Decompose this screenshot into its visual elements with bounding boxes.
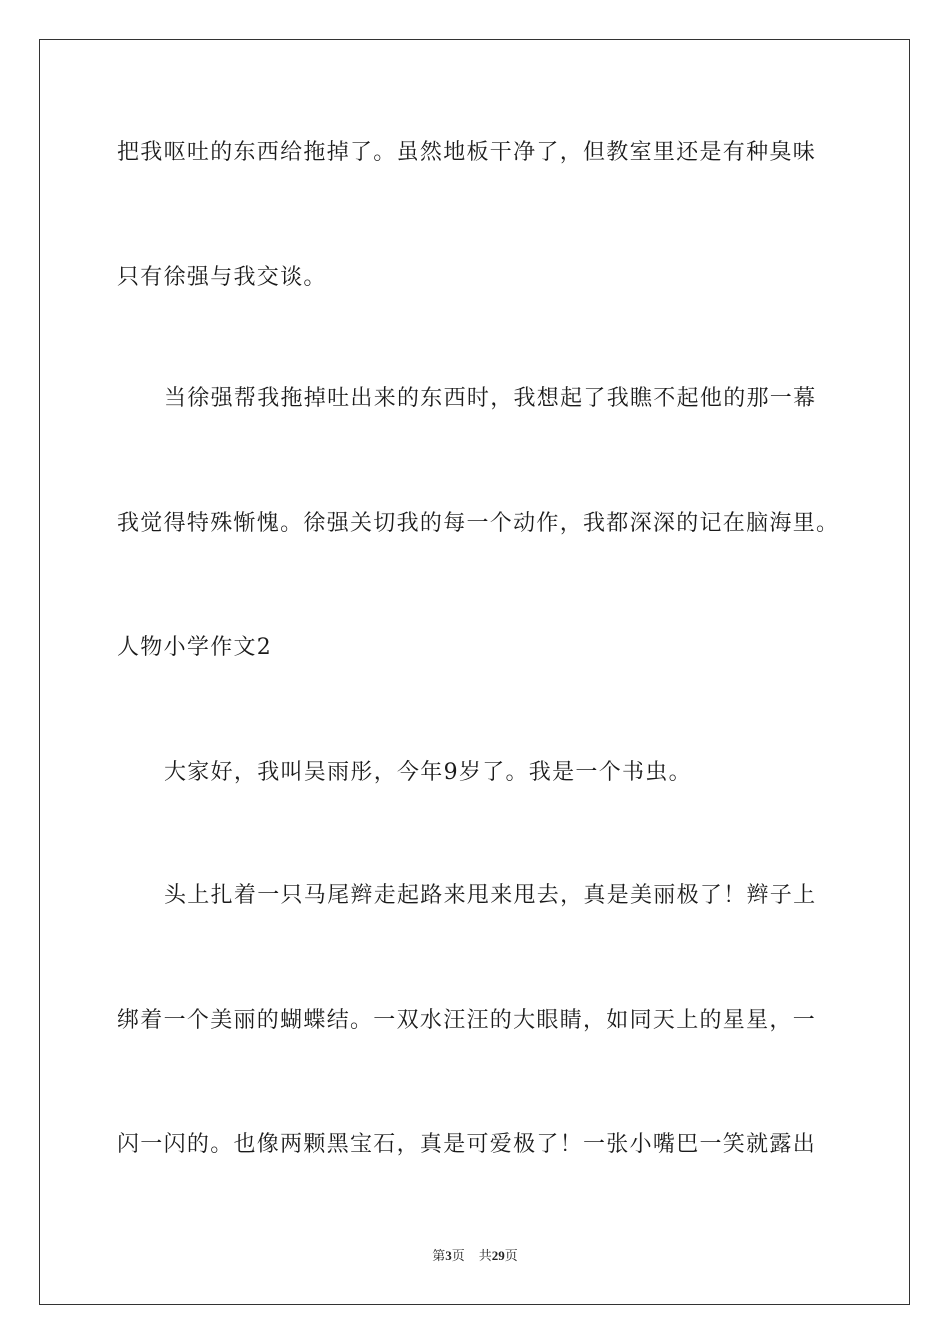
text-line-2: 只有徐强与我交谈。 [117,265,327,290]
text-line-8: 绑着一个美丽的蝴蝶结。一双水汪汪的大眼睛，如同天上的星星，一 [117,1008,817,1033]
text-line-7: 头上扎着一只马尾辫走起路来甩来甩去，真是美丽极了！辫子上 [164,883,817,908]
page-suffix: 页 [451,1248,465,1263]
page-border [39,39,910,1305]
text-line-1: 把我呕吐的东西给拖掉了。虽然地板干净了，但教室里还是有种臭味 [117,140,817,165]
total-suffix: 页 [504,1248,518,1263]
page-number: 3 [445,1248,452,1263]
section-heading: 人物小学作文2 [117,635,273,660]
total-prefix: 共 [478,1248,492,1263]
text-line-6: 大家好，我叫吴雨彤，今年9岁了。我是一个书虫。 [164,760,692,785]
page-prefix: 第 [432,1248,446,1263]
page-footer [0,1246,950,1266]
text-line-3: 当徐强帮我拖掉吐出来的东西时，我想起了我瞧不起他的那一幕 [164,386,817,411]
text-line-4: 我觉得特殊惭愧。徐强关切我的每一个动作，我都深深的记在脑海里。 [117,511,840,536]
total-pages: 29 [491,1248,505,1263]
text-line-9: 闪一闪的。也像两颗黑宝石，真是可爱极了！一张小嘴巴一笑就露出 [117,1132,817,1157]
